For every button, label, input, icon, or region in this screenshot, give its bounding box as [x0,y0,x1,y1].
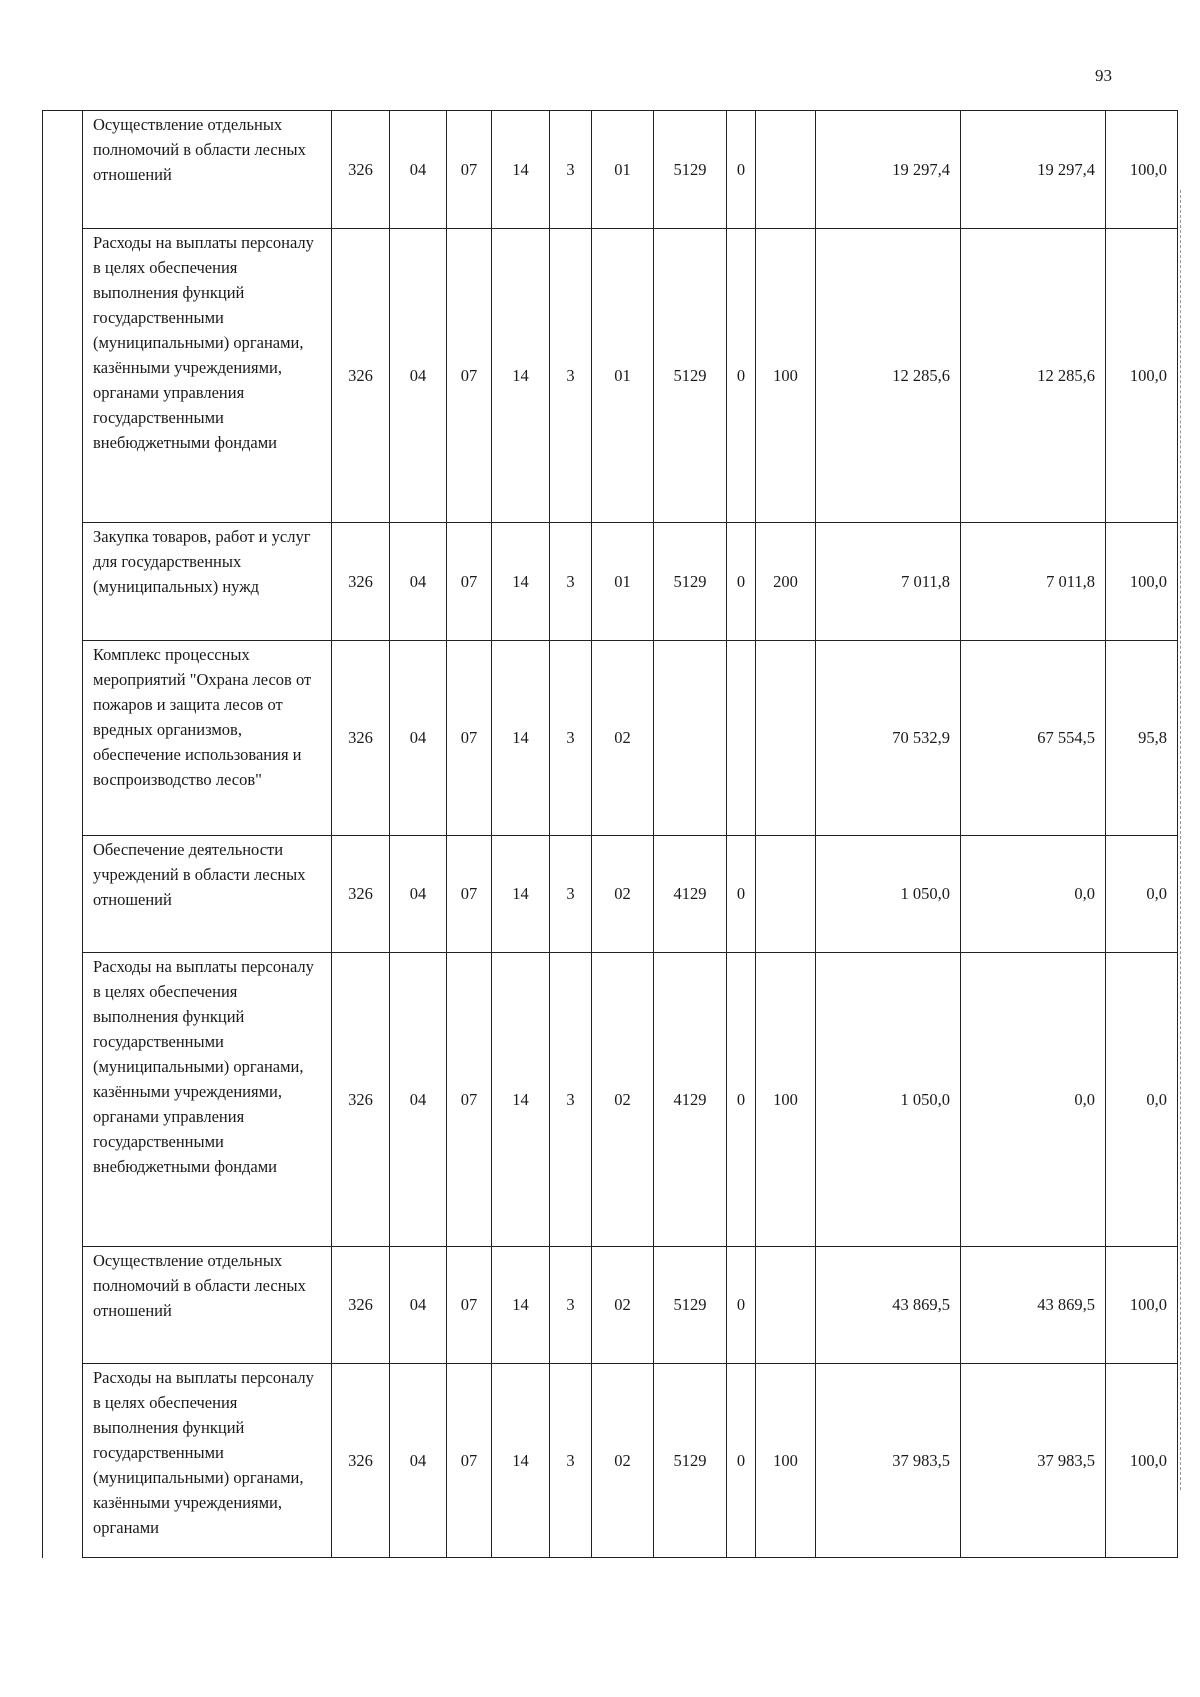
code-cell: 326 [332,836,390,953]
table-row [43,953,1178,1247]
value-cell: 67 554,5 [961,641,1106,836]
blank-cell [43,953,83,1247]
value-cell: 37 983,5 [816,1364,961,1558]
value-cell: 12 285,6 [961,229,1106,523]
code-cell: 326 [332,229,390,523]
code-cell: 100 [756,229,816,523]
code-cell: 326 [332,523,390,641]
code-cell [756,836,816,953]
code-cell: 3 [550,953,592,1247]
code-cell: 04 [390,229,447,523]
code-cell: 02 [592,1364,654,1558]
code-cell: 04 [390,1247,447,1364]
value-cell: 43 869,5 [961,1247,1106,1364]
code-cell: 02 [592,1247,654,1364]
code-cell: 5129 [654,111,727,229]
code-cell: 14 [492,523,550,641]
code-cell: 07 [447,641,492,836]
value-cell: 7 011,8 [961,523,1106,641]
blank-cell [43,1364,83,1558]
table-row [43,111,1178,229]
percent-cell: 100,0 [1106,1247,1178,1364]
code-cell: 07 [447,1247,492,1364]
code-cell: 4129 [654,953,727,1247]
value-cell: 1 050,0 [816,953,961,1247]
blank-cell [43,111,83,229]
table-row [43,641,1178,836]
code-cell: 14 [492,1364,550,1558]
code-cell: 3 [550,111,592,229]
code-cell: 0 [727,111,756,229]
code-cell: 0 [727,229,756,523]
code-cell: 04 [390,836,447,953]
code-cell: 04 [390,1364,447,1558]
code-cell: 14 [492,229,550,523]
percent-cell: 100,0 [1106,229,1178,523]
table-row [43,1247,1178,1364]
code-cell [756,1247,816,1364]
percent-cell: 0,0 [1106,953,1178,1247]
value-cell: 1 050,0 [816,836,961,953]
code-cell: 5129 [654,229,727,523]
code-cell: 01 [592,111,654,229]
row-name: Осуществление отдельных полномочий в области лесных отношений [83,111,332,229]
percent-cell: 95,8 [1106,641,1178,836]
code-cell: 0 [727,836,756,953]
percent-cell: 100,0 [1106,111,1178,229]
code-cell: 326 [332,953,390,1247]
code-cell: 3 [550,523,592,641]
row-name: Комплекс процессных мероприятий "Охрана лесов от пожаров и защита лесов от вредных организмов, обеспечение использования и воспроизводство лесов" [83,641,332,836]
percent-cell: 100,0 [1106,1364,1178,1558]
code-cell: 04 [390,523,447,641]
percent-cell: 100,0 [1106,523,1178,641]
value-cell: 12 285,6 [816,229,961,523]
code-cell: 5129 [654,523,727,641]
code-cell: 3 [550,641,592,836]
code-cell: 02 [592,836,654,953]
code-cell: 14 [492,836,550,953]
value-cell: 19 297,4 [961,111,1106,229]
code-cell: 14 [492,641,550,836]
code-cell: 3 [550,229,592,523]
code-cell: 0 [727,523,756,641]
value-cell: 0,0 [961,953,1106,1247]
table-row [43,836,1178,953]
code-cell: 4129 [654,836,727,953]
code-cell: 14 [492,1247,550,1364]
code-cell [727,641,756,836]
code-cell: 326 [332,1247,390,1364]
code-cell: 3 [550,1364,592,1558]
code-cell: 200 [756,523,816,641]
row-name: Расходы на выплаты персоналу в целях обеспечения выполнения функций государственными (муниципальными) органами, казёнными учреждениями, органами управления государственными внебюджетными фондами [83,229,332,523]
row-name: Закупка товаров, работ и услуг для государственных (муниципальных) нужд [83,523,332,641]
code-cell: 100 [756,1364,816,1558]
value-cell: 70 532,9 [816,641,961,836]
code-cell: 01 [592,229,654,523]
code-cell: 326 [332,111,390,229]
blank-cell [43,1247,83,1364]
code-cell: 100 [756,953,816,1247]
code-cell [756,111,816,229]
code-cell: 0 [727,1364,756,1558]
percent-cell: 0,0 [1106,836,1178,953]
code-cell: 04 [390,111,447,229]
code-cell: 07 [447,836,492,953]
code-cell: 04 [390,953,447,1247]
code-cell: 0 [727,953,756,1247]
blank-cell [43,836,83,953]
code-cell: 3 [550,836,592,953]
table-row [43,229,1178,523]
table-row [43,523,1178,641]
code-cell [654,641,727,836]
code-cell: 14 [492,953,550,1247]
code-cell: 04 [390,641,447,836]
code-cell: 326 [332,641,390,836]
value-cell: 37 983,5 [961,1364,1106,1558]
row-name: Осуществление отдельных полномочий в области лесных отношений [83,1247,332,1364]
code-cell: 01 [592,523,654,641]
code-cell: 3 [550,1247,592,1364]
code-cell: 326 [332,1364,390,1558]
page-number: 93 [1095,66,1112,85]
code-cell: 02 [592,953,654,1247]
scan-edge-mark [1180,190,1181,1490]
row-name: Расходы на выплаты персоналу в целях обеспечения выполнения функций государственными (муниципальными) органами, казёнными учреждениями, органами управления государственными внебюджетными фондами [83,953,332,1247]
blank-cell [43,229,83,523]
code-cell: 02 [592,641,654,836]
value-cell: 7 011,8 [816,523,961,641]
code-cell: 5129 [654,1364,727,1558]
code-cell: 14 [492,111,550,229]
code-cell: 07 [447,523,492,641]
blank-cell [43,523,83,641]
code-cell: 5129 [654,1247,727,1364]
row-name: Обеспечение деятельности учреждений в области лесных отношений [83,836,332,953]
value-cell: 43 869,5 [816,1247,961,1364]
value-cell: 19 297,4 [816,111,961,229]
code-cell [756,641,816,836]
value-cell: 0,0 [961,836,1106,953]
blank-cell [43,641,83,836]
table-row [43,1364,1178,1558]
row-name: Расходы на выплаты персоналу в целях обеспечения выполнения функций государственными (муниципальными) органами, казёнными учреждениями, органами [83,1364,332,1558]
code-cell: 07 [447,229,492,523]
code-cell: 07 [447,1364,492,1558]
code-cell: 07 [447,953,492,1247]
code-cell: 0 [727,1247,756,1364]
budget-table [42,110,1178,1558]
code-cell: 07 [447,111,492,229]
